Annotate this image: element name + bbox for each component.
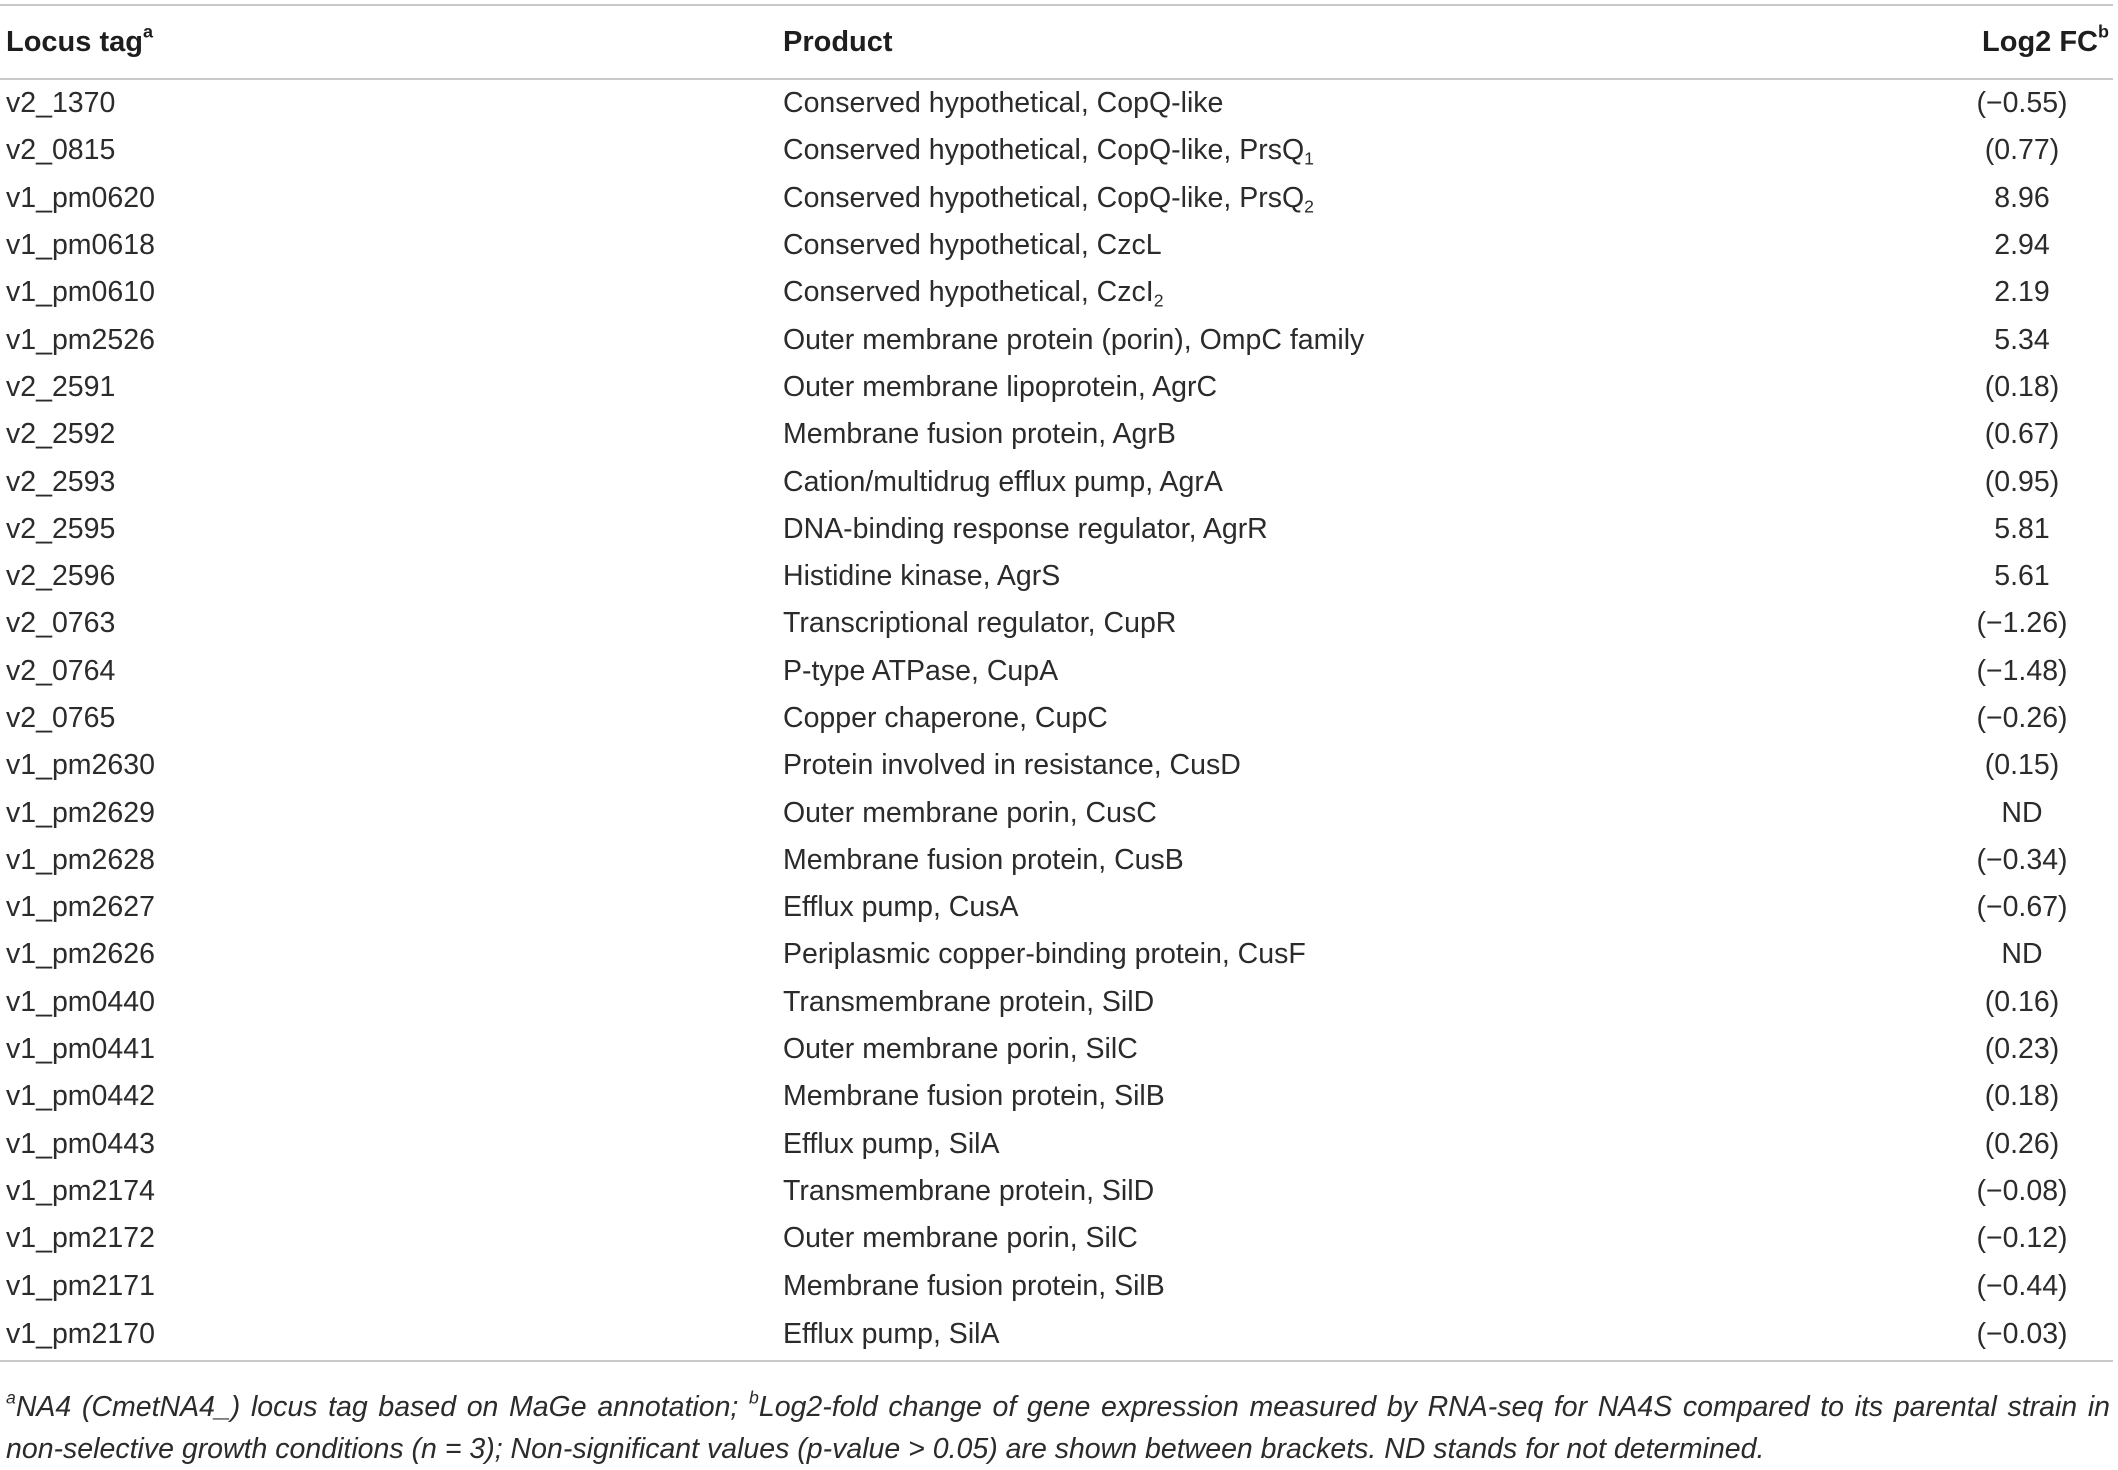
table-row [0,553,2113,600]
product-text: Transmembrane protein, SilD [783,1174,1155,1207]
log2fc-cell: (0.18) [1984,1080,2060,1113]
locus-tag-cell: v2_2593 [6,465,116,498]
table-row [0,222,2113,269]
product-cell [783,789,1873,836]
log2fc-cell: 8.96 [1994,181,2050,214]
table-row [0,931,2113,978]
header-product [783,5,1873,79]
product-cell [783,1026,1873,1073]
locus-tag-cell: v2_2592 [6,418,116,451]
product-text: Cation/multidrug efflux pump, AgrA [783,465,1223,498]
product-text: P-type ATPase, CupA [783,654,1059,687]
log2fc-cell: (−0.44) [1976,1269,2068,1302]
product-text: Periplasmic copper-binding protein, CusF [783,938,1306,971]
product-text: Transmembrane protein, SilD [783,985,1155,1018]
log2fc-cell: (0.23) [1984,1033,2060,1066]
expression-table [0,4,2113,1362]
product-cell [783,884,1873,931]
product-subscript: 1 [1304,148,1314,169]
table-row [0,742,2113,789]
product-cell [783,553,1873,600]
log2fc-cell: 2.94 [1994,229,2050,262]
product-text: Protein involved in resistance, CusD [783,749,1241,782]
locus-tag-cell: v2_0764 [6,654,116,687]
table-row [0,316,2113,363]
table-row [0,789,2113,836]
table-row [0,1168,2113,1215]
product-text: Efflux pump, SilA [783,1127,1000,1160]
locus-tag-cell: v2_2596 [6,560,116,593]
table-row [0,837,2113,884]
table-row [0,458,2113,505]
table-row [0,1073,2113,1120]
log2fc-cell: (0.95) [1984,465,2060,498]
table-footnote [6,1386,2110,1470]
log2fc-cell: (−0.67) [1976,891,2068,924]
product-cell [783,458,1873,505]
product-subscript: 2 [1153,290,1164,311]
product-cell [783,742,1873,789]
product-cell [783,600,1873,647]
log2fc-cell: (−1.48) [1976,654,2068,687]
locus-tag-cell: v2_0765 [6,702,116,734]
locus-tag-cell: v1_pm2626 [6,938,155,971]
locus-tag-cell: v1_pm0443 [6,1127,155,1160]
product-text: Efflux pump, CusA [783,891,1019,924]
log2fc-cell: (−0.55) [1976,87,2068,120]
table-row [0,506,2113,553]
product-cell [783,222,1873,269]
table-row [0,175,2113,222]
locus-tag-cell: v1_pm0610 [6,276,155,309]
log2fc-cell: (−0.08) [1976,1174,2068,1207]
product-cell [783,1262,1873,1309]
table-row [0,79,2113,127]
product-cell [783,127,1873,174]
product-cell [783,1310,1873,1361]
table-row [0,695,2113,742]
table-row [0,127,2113,174]
locus-tag-cell: v1_pm2171 [6,1269,155,1302]
table-row [0,411,2113,458]
log2fc-cell: (0.67) [1984,418,2060,451]
product-cell [783,648,1873,695]
table-row [0,1215,2113,1262]
table-row [0,600,2113,647]
footnote-marker-b: b [2098,21,2109,42]
product-text: Membrane fusion protein, SilB [783,1080,1165,1113]
log2fc-cell: (−0.26) [1976,702,2068,734]
log2fc-cell: ND [2001,796,2043,829]
locus-tag-cell: v1_pm0442 [6,1080,155,1113]
table-row [0,269,2113,316]
product-cell [783,837,1873,884]
product-subscript: 2 [1304,196,1314,217]
product-text: Outer membrane porin, SilC [783,1033,1138,1066]
locus-tag-cell: v2_1370 [6,87,116,120]
table-row [0,1262,2113,1309]
table-row [0,1026,2113,1073]
product-cell [783,316,1873,363]
product-text: Copper chaperone, CupC [783,702,1108,734]
product-cell [783,931,1873,978]
log2fc-cell: (0.77) [1984,134,2060,167]
locus-tag-cell: v1_pm2629 [6,796,155,829]
product-text: Outer membrane protein (porin), OmpC family [783,323,1365,356]
product-cell [783,1073,1873,1120]
product-text: Conserved hypothetical, CopQ-like [783,87,1224,120]
header-product-label: Product [783,25,893,58]
locus-tag-cell: v1_pm2174 [6,1174,155,1207]
log2fc-cell: 2.19 [1994,276,2050,309]
locus-tag-cell: v2_2591 [6,370,116,403]
product-cell [783,269,1873,316]
product-text: Conserved hypothetical, CzcL [783,229,1162,262]
locus-tag-cell: v2_2595 [6,512,116,545]
locus-tag-cell: v2_0763 [6,607,116,640]
product-cell [783,79,1873,127]
table-body [0,79,2113,1361]
product-cell [783,1215,1873,1262]
expression-table-container [0,4,2113,1362]
header-log2fc-label: Log2 FC [1982,25,2099,58]
log2fc-cell: (−0.12) [1976,1222,2068,1255]
product-text: Transcriptional regulator, CupR [783,607,1177,640]
table-header [0,5,2113,79]
product-cell [783,695,1873,742]
product-text: Conserved hypothetical, CopQ-like, PrsQ [783,181,1305,214]
log2fc-cell: 5.81 [1994,512,2050,545]
product-text: Histidine kinase, AgrS [783,560,1061,593]
header-log2fc [1873,5,2113,79]
locus-tag-cell: v1_pm2172 [6,1222,155,1255]
table-row [0,1121,2113,1168]
footnote-b-mark: b [749,1387,759,1408]
log2fc-cell: ND [2001,938,2043,971]
locus-tag-cell: v2_0815 [6,134,116,167]
log2fc-cell: (0.16) [1984,985,2060,1018]
product-text: Conserved hypothetical, CzcI [783,276,1154,309]
table-row [0,648,2113,695]
product-text: Outer membrane porin, SilC [783,1222,1138,1255]
locus-tag-cell: v1_pm2628 [6,843,155,876]
table-row [0,884,2113,931]
product-cell [783,411,1873,458]
footnote-marker-a: a [142,21,153,42]
product-cell [783,506,1873,553]
log2fc-cell: (0.15) [1984,749,2060,782]
locus-tag-cell: v1_pm2630 [6,749,155,782]
log2fc-cell: (0.26) [1984,1127,2060,1160]
product-cell [783,979,1873,1026]
locus-tag-cell: v1_pm0620 [6,181,155,214]
table-row [0,364,2113,411]
footnote-a-mark: a [6,1387,16,1408]
locus-tag-cell: v1_pm2526 [6,323,155,356]
log2fc-cell: (−1.26) [1976,607,2068,640]
product-text: Conserved hypothetical, CopQ-like, PrsQ [783,134,1305,167]
header-locus-tag [0,5,783,79]
log2fc-cell: (−0.03) [1976,1318,2068,1351]
product-cell [783,175,1873,222]
product-text: DNA-binding response regulator, AgrR [783,512,1268,545]
footnote-b-text: Log2-fold change of gene expression measured by RNA-seq for NA4S compared to its parental strain in non-selective growth conditions (n = 3); Non-significant values (p-value > 0.05) are shown between brackets. ND stands for not determined. [6,1391,2110,1465]
log2fc-cell: (0.18) [1984,370,2060,403]
log2fc-cell: 5.61 [1994,560,2050,593]
product-text: Membrane fusion protein, CusB [783,843,1184,876]
locus-tag-cell: v1_pm2170 [6,1318,155,1351]
product-text: Membrane fusion protein, AgrB [783,418,1176,451]
product-cell [783,364,1873,411]
log2fc-cell: 5.34 [1994,323,2050,356]
product-cell [783,1121,1873,1168]
log2fc-cell: (−0.34) [1976,843,2068,876]
header-locus-tag-label: Locus tag [6,25,143,58]
product-text: Outer membrane lipoprotein, AgrC [783,370,1218,403]
product-text: Membrane fusion protein, SilB [783,1269,1165,1302]
locus-tag-cell: v1_pm0440 [6,985,155,1018]
product-text: Outer membrane porin, CusC [783,796,1157,829]
locus-tag-cell: v1_pm0441 [6,1033,155,1066]
table-row [0,979,2113,1026]
product-text: Efflux pump, SilA [783,1318,1000,1351]
footnote-a-text: NA4 (CmetNA4_) locus tag based on MaGe annotation; [15,1391,750,1423]
locus-tag-cell: v1_pm2627 [6,891,155,924]
header-row [0,5,2113,79]
table-row [0,1310,2113,1361]
locus-tag-cell: v1_pm0618 [6,229,155,262]
product-cell [783,1168,1873,1215]
